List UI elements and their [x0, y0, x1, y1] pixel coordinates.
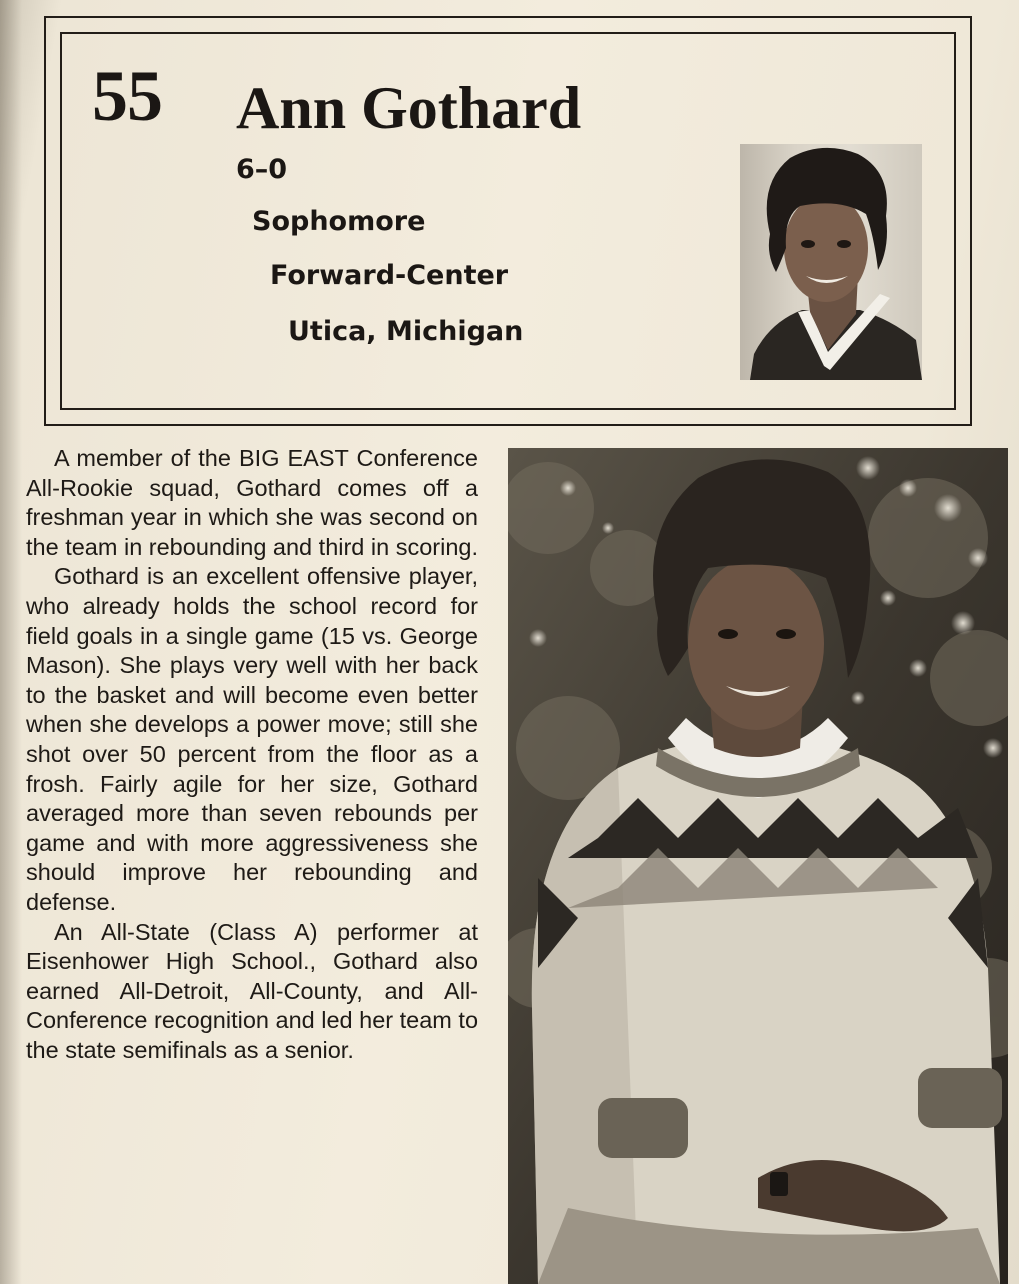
bio-paragraph-2: Gothard is an excellent offensive player, who already holds the school record for field goals in a single game (15 vs. George Mason). She plays very well with her back to the basket and will become even better when she develops a power move; still she shot over 50 percent from the floor as a frosh. Fairly agile for her size, Gothard averaged more than seven rebounds per game and with more aggressiveness she should improve her rebounding and defense. — [26, 563, 478, 915]
player-name: Ann Gothard — [236, 75, 582, 141]
bio-paragraph-3: An All-State (Class A) performer at Eisenhower High School., Gothard also earned All-Detroit, All-County, and All-Conference recognition and led her team to the state semifinals as a senior. — [26, 918, 479, 1063]
headshot-photo — [740, 144, 922, 380]
player-portrait-photo — [508, 448, 1008, 1284]
player-bio — [26, 444, 478, 1065]
player-height: 6–0 — [236, 154, 288, 185]
player-position: Forward-Center — [270, 260, 509, 291]
jersey-number: 55 — [92, 56, 162, 136]
page-gutter-shadow — [0, 0, 22, 1284]
player-hometown: Utica, Michigan — [288, 316, 524, 347]
bio-paragraph-1: A member of the BIG EAST Conference All-Rookie squad, Gothard comes off a freshman year in which she was second on the team in rebounding and third in scoring. — [26, 445, 479, 560]
player-class-year: Sophomore — [252, 206, 426, 237]
